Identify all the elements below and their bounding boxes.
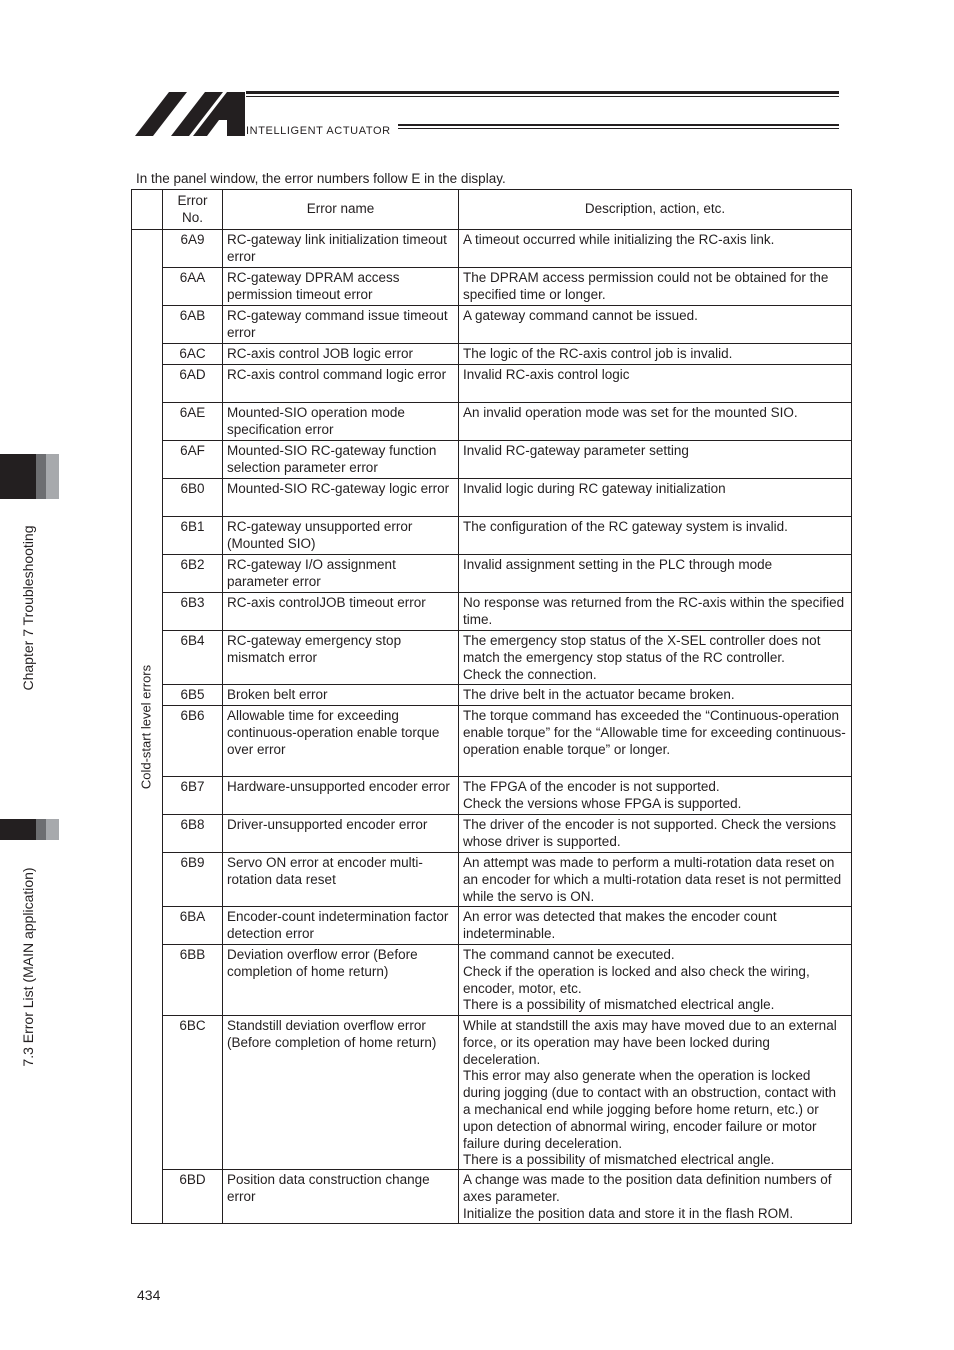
iai-logo xyxy=(135,90,245,136)
error-description: A gateway command cannot be issued. xyxy=(459,306,852,344)
error-code: 6B1 xyxy=(163,517,223,555)
error-code: 6AC xyxy=(163,344,223,365)
table-row xyxy=(132,815,852,853)
error-description: An attempt was made to perform a multi-rotation data reset on an encoder for which a multi-rotation data reset is not permitted while the servo is ON. xyxy=(459,853,852,907)
error-description: A timeout occurred while initializing the RC-axis link. xyxy=(459,230,852,268)
error-description: An error was detected that makes the encoder count indeterminable. xyxy=(459,907,852,945)
error-code: 6B9 xyxy=(163,853,223,907)
error-name: Mounted-SIO RC-gateway function selection parameter error xyxy=(223,441,459,479)
header-rule-top-thin xyxy=(246,96,839,97)
group-label: Cold-start level errors xyxy=(138,664,154,789)
error-description: The drive belt in the actuator became broken. xyxy=(459,685,852,706)
error-description: An invalid operation mode was set for the mounted SIO. xyxy=(459,403,852,441)
error-name: Encoder-count indetermination factor detection error xyxy=(223,907,459,945)
error-name: Mounted-SIO operation mode specification error xyxy=(223,403,459,441)
table-row xyxy=(132,517,852,555)
error-description: Invalid RC-gateway parameter setting xyxy=(459,441,852,479)
header-rule-bottom-thin xyxy=(398,128,839,129)
section-tab-marker-gray xyxy=(36,819,46,840)
error-code: 6BD xyxy=(163,1170,223,1224)
error-description: A change was made to the position data definition numbers of axes parameter. Initialize the position data and store it in the flash ROM. xyxy=(459,1170,852,1224)
error-code: 6AF xyxy=(163,441,223,479)
error-code: 6B7 xyxy=(163,777,223,815)
group-label-cell xyxy=(132,230,163,1224)
table-row xyxy=(132,1016,852,1170)
error-description: The torque command has exceeded the “Continuous-operation enable torque” for the “Allowable time for exceeding continuous-operation enable torque” or longer. xyxy=(459,706,852,777)
error-description: Invalid assignment setting in the PLC through mode xyxy=(459,555,852,593)
error-code: 6B8 xyxy=(163,815,223,853)
error-code: 6B4 xyxy=(163,631,223,685)
group-header-cell xyxy=(132,190,163,230)
error-name: RC-gateway I/O assignment parameter error xyxy=(223,555,459,593)
error-code: 6BC xyxy=(163,1016,223,1170)
chapter-tab-marker-gray xyxy=(36,454,46,499)
error-description: Invalid logic during RC gateway initialization xyxy=(459,479,852,517)
error-name: Allowable time for exceeding continuous-operation enable torque over error xyxy=(223,706,459,777)
table-row xyxy=(132,441,852,479)
error-rows xyxy=(132,230,852,1224)
brand-text: INTELLIGENT ACTUATOR xyxy=(246,125,391,137)
table-header-row xyxy=(132,190,852,230)
error-name: RC-gateway DPRAM access permission timeout error xyxy=(223,268,459,306)
table-row xyxy=(132,907,852,945)
col-header-error-no: Error No. xyxy=(163,190,223,230)
error-description: The FPGA of the encoder is not supported. Check the versions whose FPGA is supported. xyxy=(459,777,852,815)
table-row xyxy=(132,853,852,907)
table-row xyxy=(132,344,852,365)
error-name: Driver-unsupported encoder error xyxy=(223,815,459,853)
error-name: Position data construction change error xyxy=(223,1170,459,1224)
error-name: RC-axis control command logic error xyxy=(223,365,459,403)
error-name: RC-axis control JOB logic error xyxy=(223,344,459,365)
table-row xyxy=(132,230,852,268)
error-name: Mounted-SIO RC-gateway logic error xyxy=(223,479,459,517)
error-code: 6BA xyxy=(163,907,223,945)
chapter-tab-marker-light xyxy=(46,454,59,499)
chapter-tab-marker xyxy=(0,454,36,499)
error-code: 6AA xyxy=(163,268,223,306)
table-row xyxy=(132,365,852,403)
page-number: 434 xyxy=(137,1287,161,1303)
error-name: Hardware-unsupported encoder error xyxy=(223,777,459,815)
error-name: Servo ON error at encoder multi-rotation data reset xyxy=(223,853,459,907)
table-row xyxy=(132,1170,852,1224)
error-name: RC-gateway command issue timeout error xyxy=(223,306,459,344)
error-table xyxy=(131,189,852,1224)
error-name: Standstill deviation overflow error (Before completion of home return) xyxy=(223,1016,459,1170)
error-description: The configuration of the RC gateway system is invalid. xyxy=(459,517,852,555)
error-code: 6B5 xyxy=(163,685,223,706)
error-name: RC-axis controlJOB timeout error xyxy=(223,593,459,631)
table-row xyxy=(132,777,852,815)
error-description: The command cannot be executed. Check if the operation is locked and also check the wiring, encoder, motor, etc. There is a possibility of mismatched electrical angle. xyxy=(459,945,852,1016)
table-row xyxy=(132,479,852,517)
error-description: The emergency stop status of the X-SEL controller does not match the emergency stop status of the RC controller. Check the connection. xyxy=(459,631,852,685)
section-tab-label: 7.3 Error List (MAIN application) xyxy=(20,867,36,1067)
table-row xyxy=(132,706,852,777)
error-description: The DPRAM access permission could not be obtained for the specified time or longer. xyxy=(459,268,852,306)
table-row xyxy=(132,945,852,1016)
table-row xyxy=(132,555,852,593)
error-code: 6AD xyxy=(163,365,223,403)
error-description: No response was returned from the RC-axis within the specified time. xyxy=(459,593,852,631)
header-rule-top-thick xyxy=(246,91,839,94)
error-name: RC-gateway emergency stop mismatch error xyxy=(223,631,459,685)
error-code: 6A9 xyxy=(163,230,223,268)
error-description: While at standstill the axis may have moved due to an external force, or its operation may have been locked during deceleration. This error may also generate when the operation is locked during jogging (due to contact with an obstruction, contact with a mechanical end while jogging before home return, etc.) or upon detection of abnormal wiring, encoder failure or motor failure during deceleration. There is a possibility of mismatched electrical angle. xyxy=(459,1016,852,1170)
col-header-description: Description, action, etc. xyxy=(459,190,852,230)
error-code: 6B3 xyxy=(163,593,223,631)
error-description: The logic of the RC-axis control job is invalid. xyxy=(459,344,852,365)
table-row xyxy=(132,268,852,306)
error-description: Invalid RC-axis control logic xyxy=(459,365,852,403)
table-row xyxy=(132,685,852,706)
error-code: 6BB xyxy=(163,945,223,1016)
table-row xyxy=(132,631,852,685)
error-code: 6B2 xyxy=(163,555,223,593)
section-tab-marker-light xyxy=(46,819,59,840)
error-name: RC-gateway unsupported error (Mounted SIO) xyxy=(223,517,459,555)
error-description: The driver of the encoder is not supported. Check the versions whose driver is supported. xyxy=(459,815,852,853)
header-rule-bottom-thick xyxy=(398,124,839,126)
error-name: Broken belt error xyxy=(223,685,459,706)
table-row xyxy=(132,403,852,441)
intro-text: In the panel window, the error numbers follow E in the display. xyxy=(136,171,506,186)
table-row xyxy=(132,593,852,631)
error-name: Deviation overflow error (Before completion of home return) xyxy=(223,945,459,1016)
error-code: 6AE xyxy=(163,403,223,441)
section-tab-marker xyxy=(0,819,36,840)
error-code: 6AB xyxy=(163,306,223,344)
col-header-error-name: Error name xyxy=(223,190,459,230)
error-code: 6B0 xyxy=(163,479,223,517)
table-row xyxy=(132,306,852,344)
error-name: RC-gateway link initialization timeout error xyxy=(223,230,459,268)
error-code: 6B6 xyxy=(163,706,223,777)
chapter-tab-label: Chapter 7 Troubleshooting xyxy=(20,525,36,691)
